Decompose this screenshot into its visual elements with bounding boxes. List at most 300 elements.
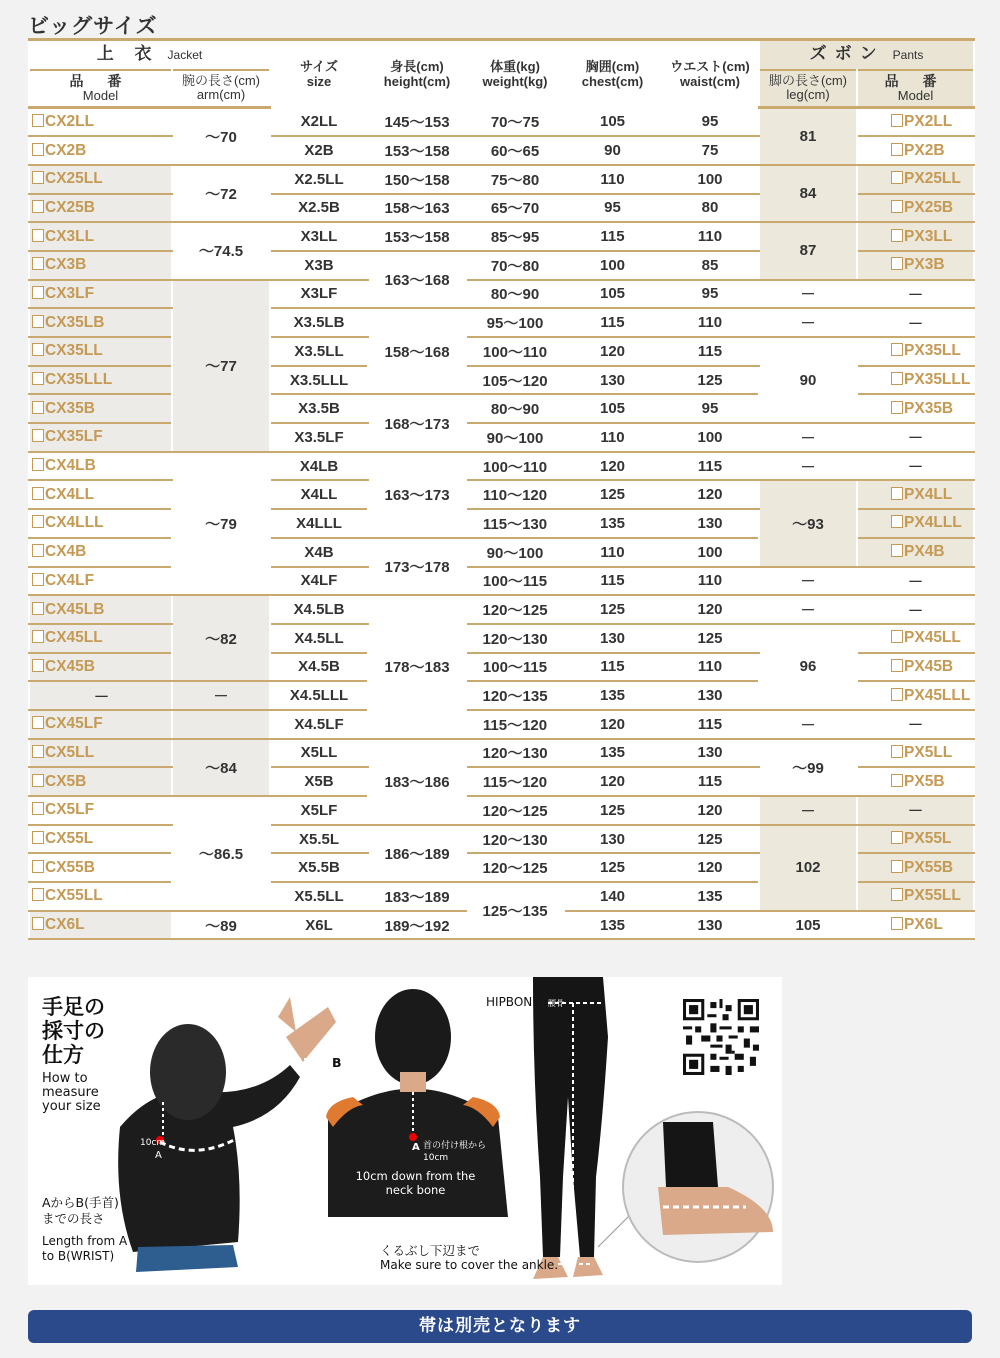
pants-model-text: PX45LL (904, 629, 961, 647)
weight-cell: 70～80 (466, 251, 564, 280)
table-row (29, 423, 974, 452)
jacket-model-text: CX4LLL (45, 514, 104, 532)
size-cell: X3.5B (270, 394, 368, 423)
jacket-model-text: CX25B (45, 198, 95, 216)
pants-model-cell (857, 136, 974, 165)
jacket-model-cell (29, 222, 172, 251)
model-checkbox[interactable] (891, 487, 903, 500)
leg-length-cell: － (759, 710, 857, 739)
pants-model-cell (857, 251, 974, 280)
pants-model-cell (857, 509, 974, 538)
table-row (29, 595, 974, 624)
size-cell: X2.5LL (270, 165, 368, 194)
model-checkbox[interactable] (891, 343, 903, 356)
pants-model-text: PX45B (904, 657, 954, 675)
model-checkbox[interactable] (891, 229, 903, 242)
pants-model-text: PX4B (904, 543, 945, 561)
waist-cell: 95 (661, 394, 759, 423)
jacket-model-text: CX4LL (45, 485, 95, 503)
waist-cell: 75 (661, 136, 759, 165)
waist-cell: 110 (661, 567, 759, 596)
model-checkbox[interactable] (32, 200, 44, 213)
pants-model-cell (857, 739, 974, 768)
chest-cell: 120 (564, 452, 661, 481)
chest-cell: 135 (564, 681, 661, 710)
model-checkbox[interactable] (32, 286, 44, 299)
jacket-model-cell (29, 480, 172, 509)
height-cell: 168～173 (368, 394, 466, 451)
table-row (29, 108, 974, 137)
pants-model-text: PX3LL (904, 227, 953, 245)
weight-cell: 125～135 (466, 882, 564, 939)
height-cell: 163～168 (368, 251, 466, 308)
model-checkbox[interactable] (32, 372, 44, 385)
size-cell: X5.5LL (270, 882, 368, 911)
pants-model-cell (857, 308, 974, 337)
jacket-model-cell (29, 509, 172, 538)
table-row (29, 308, 974, 337)
pants-model-cell (857, 366, 974, 395)
model-checkbox[interactable] (891, 831, 903, 844)
size-cell: X4LLL (270, 509, 368, 538)
model-checkbox[interactable] (891, 401, 903, 414)
jacket-model-cell (29, 194, 172, 223)
jacket-model-text: CX55B (45, 858, 95, 876)
table-row (29, 280, 974, 309)
jacket-model-text: CX5LF (45, 801, 95, 819)
jacket-model-text: CX45B (45, 657, 95, 675)
table-row (29, 337, 974, 366)
model-checkbox[interactable] (891, 544, 903, 557)
weight-cell: 65～70 (466, 194, 564, 223)
weight-cell: 100～110 (466, 452, 564, 481)
model-checkbox[interactable] (32, 114, 44, 127)
arm-length-cell: ～77 (172, 280, 270, 452)
jacket-model-cell (29, 280, 172, 309)
weight-cell: 120～130 (466, 739, 564, 768)
height-cell: 158～163 (368, 194, 466, 223)
pants-model-text: － (907, 717, 924, 735)
pants-model-text: PX5LL (904, 743, 953, 761)
waist-cell: 125 (661, 366, 759, 395)
jacket-model-cell (29, 681, 172, 710)
pants-model-cell (857, 567, 974, 596)
leg-length-cell: － (759, 452, 857, 481)
waist-cell: 110 (661, 653, 759, 682)
measure-illustration (28, 977, 782, 1285)
height-cell: 163～173 (368, 452, 466, 538)
leg-length-cell: 105 (759, 911, 857, 940)
jacket-model-cell (29, 911, 172, 940)
ankle-en-text: Make sure to cover the ankle. (380, 1258, 559, 1272)
pants-model-text: － (907, 315, 924, 333)
jacket-model-cell (29, 710, 172, 739)
chest-cell: 130 (564, 366, 661, 395)
jacket-model-cell (29, 538, 172, 567)
weight-cell: 95～100 (466, 308, 564, 337)
pants-model-cell (857, 595, 974, 624)
waist-cell: 130 (661, 911, 759, 940)
size-cell: X4LF (270, 567, 368, 596)
model-checkbox[interactable] (891, 917, 903, 930)
pants-model-cell (857, 280, 974, 309)
size-cell: X5B (270, 767, 368, 796)
jacket-model-cell (29, 567, 172, 596)
model-checkbox[interactable] (891, 774, 903, 787)
table-row (29, 739, 974, 768)
model-checkbox[interactable] (32, 659, 44, 672)
size-cell: X4.5LL (270, 624, 368, 653)
height-cell: 153～158 (368, 136, 466, 165)
size-cell: X4.5B (270, 653, 368, 682)
jacket-model-text: CX25LL (45, 170, 103, 188)
chest-cell: 95 (564, 194, 661, 223)
leg-length-cell: ～93 (759, 480, 857, 566)
chest-cell: 125 (564, 480, 661, 509)
jacket-model-text: CX35LF (45, 428, 103, 446)
jacket-model-cell (29, 882, 172, 911)
jacket-model-text: CX55L (45, 830, 94, 848)
weight-cell: 120～130 (466, 624, 564, 653)
size-cell: X5LL (270, 739, 368, 768)
model-checkbox[interactable] (891, 688, 903, 701)
waist-cell: 130 (661, 509, 759, 538)
weight-header: 体重(kg) weight(kg) (466, 40, 564, 108)
arm-length-cell: ～70 (172, 108, 270, 165)
model-checkbox[interactable] (891, 257, 903, 270)
size-cell: X3.5LB (270, 308, 368, 337)
size-cell: X4LL (270, 480, 368, 509)
jacket-model-cell (29, 366, 172, 395)
height-cell: 186～189 (368, 825, 466, 882)
model-checkbox[interactable] (32, 487, 44, 500)
pants-model-cell (857, 911, 974, 940)
chest-cell: 125 (564, 595, 661, 624)
neck-en-text: 10cm down from the neck bone (355, 1169, 476, 1197)
table-row (29, 710, 974, 739)
pants-model-text: PX2LL (904, 113, 953, 131)
weight-cell: 120～125 (466, 853, 564, 882)
jacket-model-text: CX45LF (45, 715, 103, 733)
size-cell: X4.5LB (270, 595, 368, 624)
waist-cell: 125 (661, 825, 759, 854)
chest-cell: 125 (564, 796, 661, 825)
jacket-model-cell (29, 825, 172, 854)
waist-cell: 100 (661, 538, 759, 567)
model-checkbox[interactable] (32, 401, 44, 414)
arm-length-cell: ～82 (172, 595, 270, 681)
page-title: ビッグサイズ (28, 14, 158, 38)
chest-cell: 100 (564, 251, 661, 280)
jacket-model-text: CX4B (45, 543, 87, 561)
table-row (29, 452, 974, 481)
jacket-model-cell (29, 251, 172, 280)
waist-cell: 115 (661, 710, 759, 739)
leg-length-cell: ～99 (759, 739, 857, 796)
jacket-model-cell (29, 136, 172, 165)
waist-cell: 110 (661, 222, 759, 251)
waist-cell: 120 (661, 480, 759, 509)
weight-cell: 60～65 (466, 136, 564, 165)
pants-model-cell (857, 624, 974, 653)
arm-header: 腕の長さ(cm) arm(cm) (172, 70, 270, 108)
pants-model-text: PX55B (904, 858, 954, 876)
guide-subtitle: How to measure your size (42, 1071, 101, 1114)
pants-model-cell (857, 882, 974, 911)
chest-cell: 110 (564, 423, 661, 452)
waist-cell: 135 (661, 882, 759, 911)
table-row (29, 567, 974, 596)
model-checkbox[interactable] (32, 257, 44, 270)
leg-length-cell: － (759, 280, 857, 309)
pants-model-cell (857, 222, 974, 251)
table-row (29, 480, 974, 509)
weight-cell: 80～90 (466, 394, 564, 423)
jacket-model-text: CX4LB (45, 457, 96, 475)
model-checkbox[interactable] (32, 573, 44, 586)
model-checkbox[interactable] (32, 716, 44, 729)
label-a-2: A (412, 1142, 420, 1153)
weight-cell: 115～120 (466, 767, 564, 796)
model-checkbox[interactable] (32, 429, 44, 442)
waist-cell: 80 (661, 194, 759, 223)
pants-model-cell (857, 825, 974, 854)
arm-length-cell (172, 710, 270, 739)
chest-cell: 120 (564, 337, 661, 366)
pants-model-text: PX25LL (904, 170, 961, 188)
ankle-jp-text: くるぶし下辺まで (380, 1243, 481, 1258)
pants-model-cell (857, 108, 974, 137)
size-cell: X6L (270, 911, 368, 940)
pants-model-text: PX6L (904, 916, 943, 934)
chest-cell: 120 (564, 767, 661, 796)
chest-cell: 130 (564, 825, 661, 854)
pants-model-text: － (907, 573, 924, 591)
model-checkbox[interactable] (32, 458, 44, 471)
table-row (29, 796, 974, 825)
weight-cell: 100～115 (466, 653, 564, 682)
height-cell: 183～189 (368, 882, 466, 911)
model-checkbox[interactable] (891, 143, 903, 156)
model-checkbox[interactable] (891, 171, 903, 184)
model-checkbox[interactable] (891, 860, 903, 873)
table-row (29, 624, 974, 653)
model-checkbox[interactable] (32, 860, 44, 873)
label-b: B (332, 1055, 342, 1070)
chest-cell: 105 (564, 108, 661, 137)
model-checkbox[interactable] (32, 315, 44, 328)
model-checkbox[interactable] (32, 515, 44, 528)
waist-cell: 115 (661, 767, 759, 796)
waist-cell: 130 (661, 739, 759, 768)
arm-length-cell: ～89 (172, 911, 270, 940)
note-bar: 帯は別売となります (28, 1310, 972, 1343)
leg-length-cell: － (759, 595, 857, 624)
height-cell: 178～183 (368, 595, 466, 738)
pants-model-text: PX45LLL (904, 686, 971, 704)
waist-cell: 85 (661, 251, 759, 280)
size-chart-body (29, 108, 974, 940)
jacket-model-cell (29, 394, 172, 423)
size-header: サイズ size (270, 40, 368, 108)
height-cell: 150～158 (368, 165, 466, 194)
model-checkbox[interactable] (32, 888, 44, 901)
waist-cell: 115 (661, 452, 759, 481)
jacket-model-text: CX3LF (45, 284, 95, 302)
chest-cell: 110 (564, 538, 661, 567)
height-cell: 145～153 (368, 108, 466, 137)
weight-cell: 105～120 (466, 366, 564, 395)
leg-length-cell: 81 (759, 108, 857, 165)
jacket-model-cell (29, 423, 172, 452)
pants-model-header: 品 番 Model (857, 70, 974, 108)
pants-model-text: PX35B (904, 399, 954, 417)
model-checkbox[interactable] (32, 602, 44, 615)
jacket-model-cell (29, 624, 172, 653)
hipbone-label: HIPBONE (486, 995, 540, 1009)
weight-cell: 80～90 (466, 280, 564, 309)
pants-model-cell (857, 452, 974, 481)
pants-model-text: PX4LL (904, 485, 953, 503)
model-checkbox[interactable] (32, 802, 44, 815)
jacket-model-text: CX55LL (45, 887, 103, 905)
jacket-model-text: － (93, 688, 110, 706)
height-cell: 189～192 (368, 911, 466, 940)
waist-header: ウエスト(cm) waist(cm) (661, 40, 759, 108)
height-cell: 153～158 (368, 222, 466, 251)
model-checkbox[interactable] (32, 143, 44, 156)
pants-model-cell (857, 394, 974, 423)
chest-cell: 125 (564, 853, 661, 882)
weight-cell: 115～120 (466, 710, 564, 739)
jacket-model-text: CX35LLL (45, 371, 113, 389)
waist-cell: 120 (661, 853, 759, 882)
chest-cell: 135 (564, 509, 661, 538)
pants-model-text: PX55L (904, 830, 952, 848)
model-checkbox[interactable] (891, 515, 903, 528)
jacket-model-cell (29, 165, 172, 194)
weight-cell: 120～135 (466, 681, 564, 710)
height-header: 身長(cm) height(cm) (368, 40, 466, 108)
size-cell: X3.5LF (270, 423, 368, 452)
jacket-model-cell (29, 796, 172, 825)
waist-cell: 110 (661, 308, 759, 337)
model-checkbox[interactable] (891, 745, 903, 758)
pants-header: ズボン Pants (759, 40, 974, 70)
waist-cell: 115 (661, 337, 759, 366)
weight-cell: 120～125 (466, 796, 564, 825)
model-checkbox[interactable] (32, 745, 44, 758)
qr-code-icon[interactable] (683, 999, 759, 1075)
arm-length-cell: － (172, 681, 270, 710)
jacket-model-text: CX6L (45, 916, 85, 934)
leg-length-cell: － (759, 567, 857, 596)
pants-model-cell (857, 653, 974, 682)
size-cell: X3LL (270, 222, 368, 251)
size-cell: X3LF (270, 280, 368, 309)
jacket-model-text: CX3B (45, 256, 87, 274)
arm-length-cell: ～86.5 (172, 796, 270, 911)
model-checkbox[interactable] (32, 343, 44, 356)
model-checkbox[interactable] (891, 114, 903, 127)
pants-model-cell (857, 165, 974, 194)
jacket-model-cell (29, 767, 172, 796)
ab-en-text: Length from A to B(WRIST) (42, 1234, 128, 1263)
size-cell: X3.5LLL (270, 366, 368, 395)
model-checkbox[interactable] (891, 200, 903, 213)
model-checkbox[interactable] (32, 774, 44, 787)
jacket-model-text: CX5LL (45, 743, 95, 761)
weight-cell: 70～75 (466, 108, 564, 137)
weight-cell: 115～130 (466, 509, 564, 538)
pants-model-text: － (907, 602, 924, 620)
waist-cell: 120 (661, 796, 759, 825)
leg-length-cell: 102 (759, 825, 857, 911)
waist-cell: 120 (661, 595, 759, 624)
jacket-model-text: CX4LF (45, 571, 95, 589)
model-checkbox[interactable] (891, 372, 903, 385)
jacket-model-cell (29, 853, 172, 882)
model-checkbox[interactable] (891, 888, 903, 901)
jacket-model-cell (29, 108, 172, 137)
pants-model-cell (857, 423, 974, 452)
height-cell: 158～168 (368, 308, 466, 394)
size-cell: X4B (270, 538, 368, 567)
model-checkbox[interactable] (32, 229, 44, 242)
height-cell: 183～186 (368, 739, 466, 825)
pants-model-text: PX5B (904, 772, 945, 790)
model-checkbox[interactable] (32, 630, 44, 643)
pants-model-text: － (907, 286, 924, 304)
leg-length-cell: 84 (759, 165, 857, 222)
jacket-model-text: CX35B (45, 399, 95, 417)
arm-length-cell: ～74.5 (172, 222, 270, 279)
pants-model-cell (857, 853, 974, 882)
size-cell: X2LL (270, 108, 368, 137)
weight-cell: 100～110 (466, 337, 564, 366)
model-checkbox[interactable] (32, 917, 44, 930)
pants-model-text: － (907, 459, 924, 477)
chest-cell: 105 (564, 394, 661, 423)
jacket-model-text: CX5B (45, 772, 87, 790)
chest-header: 胸囲(cm) chest(cm) (564, 40, 661, 108)
size-cell: X3.5LL (270, 337, 368, 366)
model-checkbox[interactable] (32, 831, 44, 844)
chest-cell: 115 (564, 653, 661, 682)
label-a-1: A (155, 1150, 162, 1161)
chest-cell: 120 (564, 710, 661, 739)
chest-cell: 130 (564, 624, 661, 653)
waist-cell: 95 (661, 280, 759, 309)
model-checkbox[interactable] (32, 544, 44, 557)
guide-title: 手足の 採寸の 仕方 (42, 995, 105, 1067)
model-checkbox[interactable] (891, 659, 903, 672)
waist-cell: 130 (661, 681, 759, 710)
waist-cell: 100 (661, 423, 759, 452)
model-header: 品 番 Model (29, 70, 172, 108)
waist-cell: 95 (661, 108, 759, 137)
weight-cell: 85～95 (466, 222, 564, 251)
model-checkbox[interactable] (32, 171, 44, 184)
leg-length-cell: 96 (759, 624, 857, 710)
hipbone-jp-label: 腰骨 (548, 999, 564, 1008)
jacket-model-cell (29, 308, 172, 337)
jacket-model-cell (29, 337, 172, 366)
pants-model-cell (857, 681, 974, 710)
pants-model-text: PX55LL (904, 887, 961, 905)
measure-guide (28, 977, 782, 1285)
model-checkbox[interactable] (891, 630, 903, 643)
